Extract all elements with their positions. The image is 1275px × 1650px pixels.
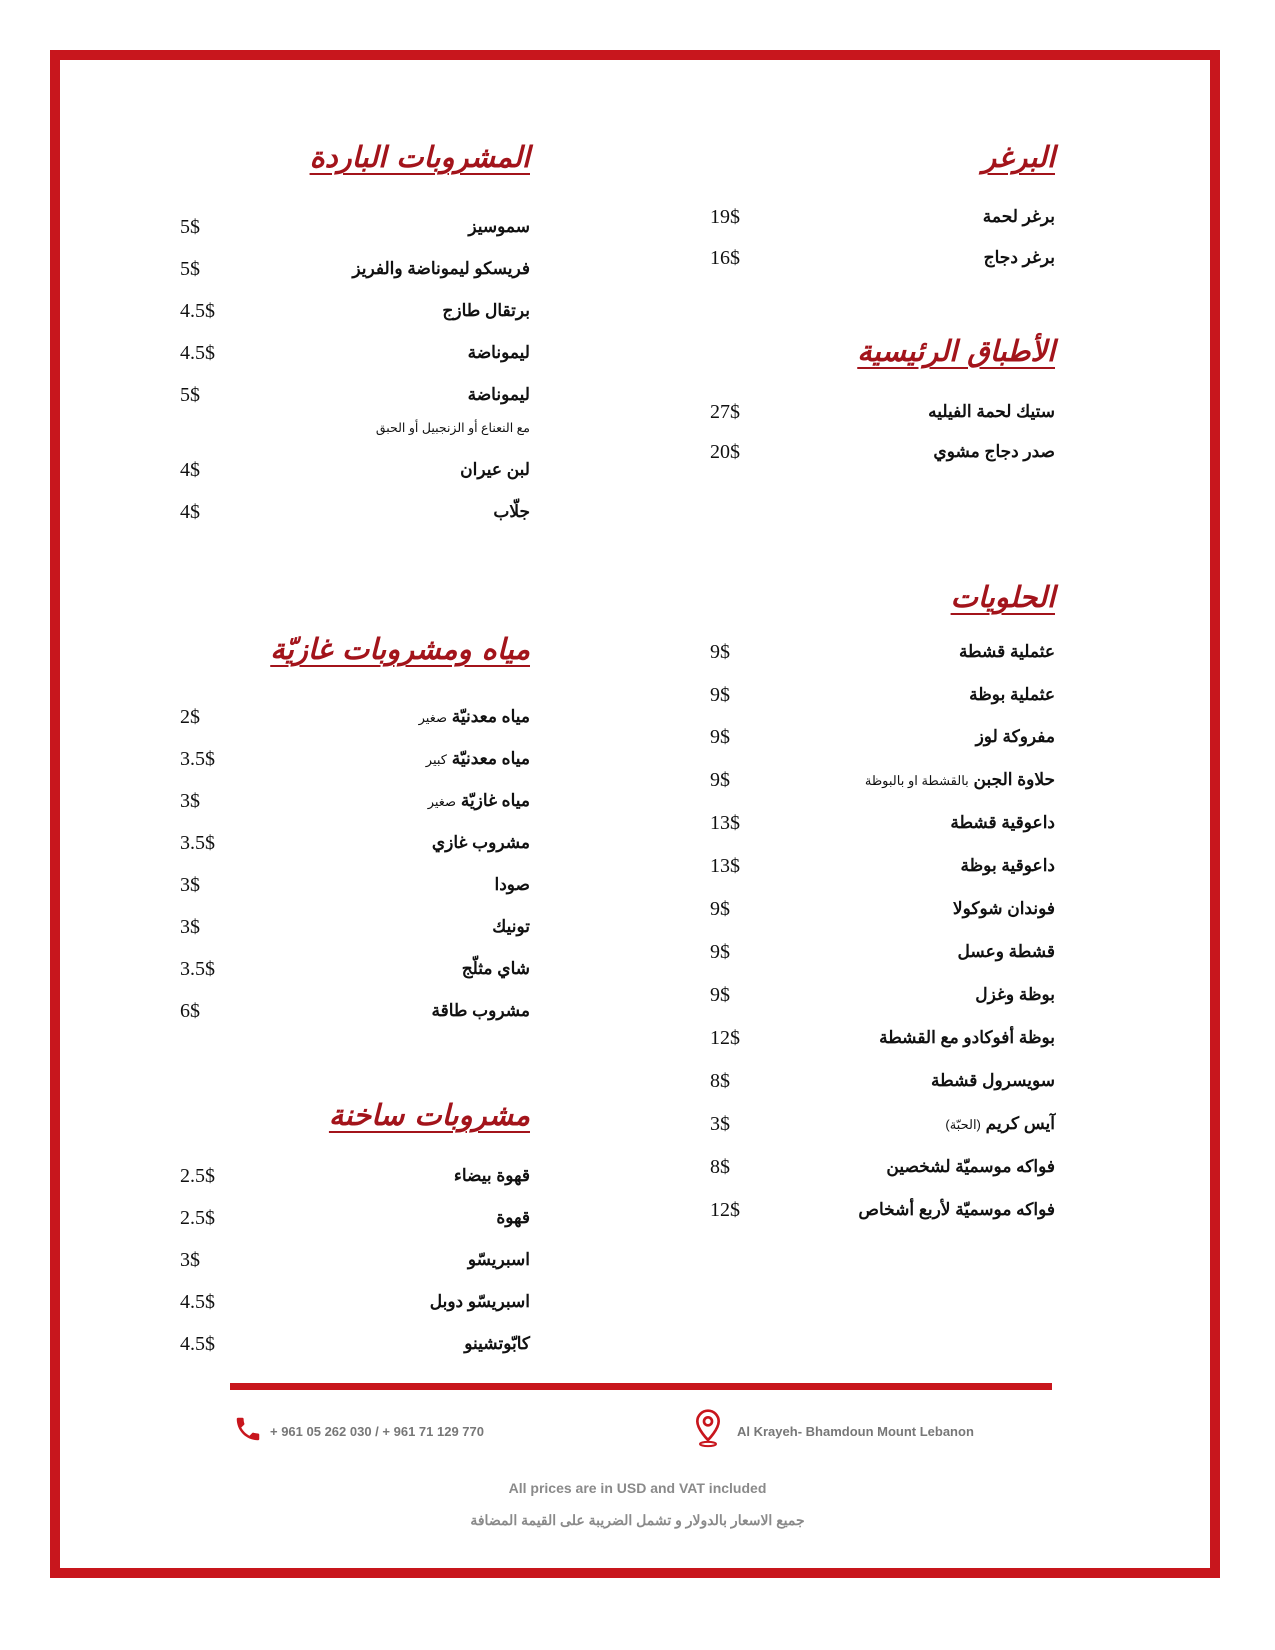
item-price: 2$	[180, 706, 200, 728]
item-price: 3$	[180, 1249, 200, 1271]
item-name: داعوقية قشطة	[950, 813, 1055, 832]
menu-item	[180, 954, 530, 984]
item-price: 3$	[180, 916, 200, 938]
item-name: مشروب غازي	[431, 833, 530, 852]
item-name: برغر لحمة	[982, 207, 1055, 226]
menu-item	[690, 765, 1055, 795]
menu-item	[180, 786, 530, 816]
item-name: آيس كريم (الحبّة)	[945, 1114, 1055, 1133]
menu-item	[180, 497, 530, 527]
item-name: برغر دجاج	[983, 248, 1055, 267]
item-price: 9$	[710, 684, 730, 706]
menu-item	[180, 744, 530, 774]
item-name: مشروب طاقة	[431, 1001, 530, 1020]
item-name: سويسرول قشطة	[931, 1071, 1055, 1090]
menu-item	[690, 243, 1055, 273]
section-title-desserts: الحلويات	[950, 580, 1055, 614]
location-pin-icon	[692, 1408, 724, 1448]
menu-item	[180, 1203, 530, 1233]
footer-divider	[230, 1383, 1052, 1390]
item-name: كابّوتشينو	[464, 1334, 530, 1353]
menu-item	[180, 1245, 530, 1275]
item-price: 3$	[710, 1113, 730, 1135]
item-price: 9$	[710, 898, 730, 920]
item-name: قشطة وعسل	[957, 942, 1055, 961]
item-price: 27$	[710, 401, 740, 423]
phone-numbers: + 961 05 262 030 / + 961 71 129 770	[270, 1424, 484, 1439]
item-name: بوظة وغزل	[975, 985, 1055, 1004]
item-name: مفروكة لوز	[975, 727, 1055, 746]
item-price: 3.5$	[180, 832, 215, 854]
menu-item	[180, 996, 530, 1026]
item-sub: صغير	[418, 710, 447, 725]
item-price: 3.5$	[180, 748, 215, 770]
item-price: 8$	[710, 1156, 730, 1178]
menu-item	[690, 980, 1055, 1010]
menu-item	[690, 722, 1055, 752]
item-name: داعوقية بوظة	[960, 856, 1055, 875]
menu-item	[690, 1109, 1055, 1139]
item-name: قهوة	[496, 1208, 530, 1227]
item-name: فواكه موسميّة لشخصين	[886, 1157, 1055, 1176]
item-name: عثملية بوظة	[969, 685, 1055, 704]
section-title-mains: الأطباق الرئيسية	[857, 334, 1055, 368]
menu-item	[690, 808, 1055, 838]
menu-item	[690, 1066, 1055, 1096]
item-price: 4.5$	[180, 1291, 215, 1313]
item-price: 4.5$	[180, 300, 215, 322]
menu-item	[690, 1152, 1055, 1182]
item-price: 4.5$	[180, 342, 215, 364]
menu-item	[690, 1023, 1055, 1053]
item-sub: كبير	[425, 752, 447, 767]
item-name: مياه معدنيّة كبير	[425, 749, 530, 768]
menu-item	[180, 912, 530, 942]
item-name: حلاوة الجبن بالقشطة او بالبوظة	[864, 770, 1055, 789]
item-price: 2.5$	[180, 1207, 215, 1229]
menu-item	[180, 870, 530, 900]
item-price: 12$	[710, 1199, 740, 1221]
item-name: اسبريسّو	[467, 1250, 530, 1269]
address: Al Krayeh- Bhamdoun Mount Lebanon	[737, 1424, 974, 1439]
item-sub: بالقشطة او بالبوظة	[864, 773, 969, 788]
item-price: 9$	[710, 941, 730, 963]
item-price: 3$	[180, 790, 200, 812]
menu-item	[690, 397, 1055, 427]
item-name: ليموناضة	[467, 385, 530, 404]
section-title-water-soft: مياه ومشروبات غازيّة	[270, 632, 530, 666]
phone-icon	[233, 1414, 263, 1444]
item-sub: (الحبّة)	[945, 1117, 981, 1132]
section-title-burger: البرغر	[982, 140, 1055, 174]
item-price: 13$	[710, 812, 740, 834]
item-price: 9$	[710, 726, 730, 748]
item-price: 9$	[710, 984, 730, 1006]
item-name: شاي مثلّج	[461, 959, 530, 978]
item-price: 13$	[710, 855, 740, 877]
menu-item	[180, 254, 530, 284]
item-name: صدر دجاج مشوي	[933, 442, 1055, 461]
item-price: 4$	[180, 459, 200, 481]
item-name: ليموناضة	[467, 343, 530, 362]
item-name: اسبريسّو دوبل	[429, 1292, 530, 1311]
item-name: فواكه موسميّة لأربع أشخاص	[858, 1200, 1055, 1219]
menu-item	[180, 380, 530, 410]
menu-item	[180, 338, 530, 368]
item-price: 4.5$	[180, 1333, 215, 1355]
item-price: 3.5$	[180, 958, 215, 980]
menu-item	[690, 437, 1055, 467]
menu-item	[180, 702, 530, 732]
prices-note-ar: جميع الاسعار بالدولار و تشمل الضريبة على القيمة المضافة	[470, 1512, 805, 1528]
menu-item	[180, 212, 530, 242]
menu-item	[180, 1329, 530, 1359]
item-price: 19$	[710, 206, 740, 228]
item-name: برتقال طازج	[442, 301, 530, 320]
item-price: 5$	[180, 258, 200, 280]
item-price: 9$	[710, 641, 730, 663]
item-price: 20$	[710, 441, 740, 463]
item-name: ستيك لحمة الفيليه	[928, 402, 1055, 421]
item-price: 6$	[180, 1000, 200, 1022]
item-price: 5$	[180, 216, 200, 238]
item-price: 8$	[710, 1070, 730, 1092]
item-price: 4$	[180, 501, 200, 523]
menu-item	[180, 1287, 530, 1317]
menu-item	[180, 296, 530, 326]
item-price: 5$	[180, 384, 200, 406]
menu-item	[180, 828, 530, 858]
menu-item	[180, 1161, 530, 1191]
item-name: مياه غازيّة صغير	[427, 791, 530, 810]
item-note: مع النعناع أو الزنجبيل أو الحبق	[375, 421, 530, 435]
menu-item	[180, 455, 530, 485]
menu-item	[690, 1195, 1055, 1225]
item-sub: صغير	[427, 794, 457, 809]
menu-item	[690, 851, 1055, 881]
item-price: 3$	[180, 874, 200, 896]
item-name: لبن عيران	[460, 460, 530, 479]
section-title-hot-drinks: مشروبات ساخنة	[328, 1098, 530, 1132]
menu-item	[690, 202, 1055, 232]
item-name: فوندان شوكولا	[952, 899, 1055, 918]
item-name: عثملية قشطة	[958, 642, 1055, 661]
item-name: فريسكو ليموناضة والفريز	[352, 259, 530, 278]
item-price: 9$	[710, 769, 730, 791]
item-name: قهوة بيضاء	[453, 1166, 530, 1185]
item-name: بوظة أفوكادو مع القشطة	[879, 1028, 1055, 1047]
item-name: صودا	[494, 875, 530, 894]
item-name: سموسيز	[468, 217, 530, 236]
prices-note-en: All prices are in USD and VAT included	[508, 1480, 767, 1496]
menu-item	[690, 937, 1055, 967]
item-price: 16$	[710, 247, 740, 269]
item-price: 12$	[710, 1027, 740, 1049]
menu-item	[690, 637, 1055, 667]
item-name: جلّاب	[493, 502, 530, 521]
section-title-cold-drinks: المشروبات الباردة	[309, 140, 530, 174]
menu-item	[690, 680, 1055, 710]
item-name: مياه معدنيّة صغير	[418, 707, 530, 726]
menu-item	[690, 894, 1055, 924]
item-name: تونيك	[492, 917, 530, 936]
item-price: 2.5$	[180, 1165, 215, 1187]
